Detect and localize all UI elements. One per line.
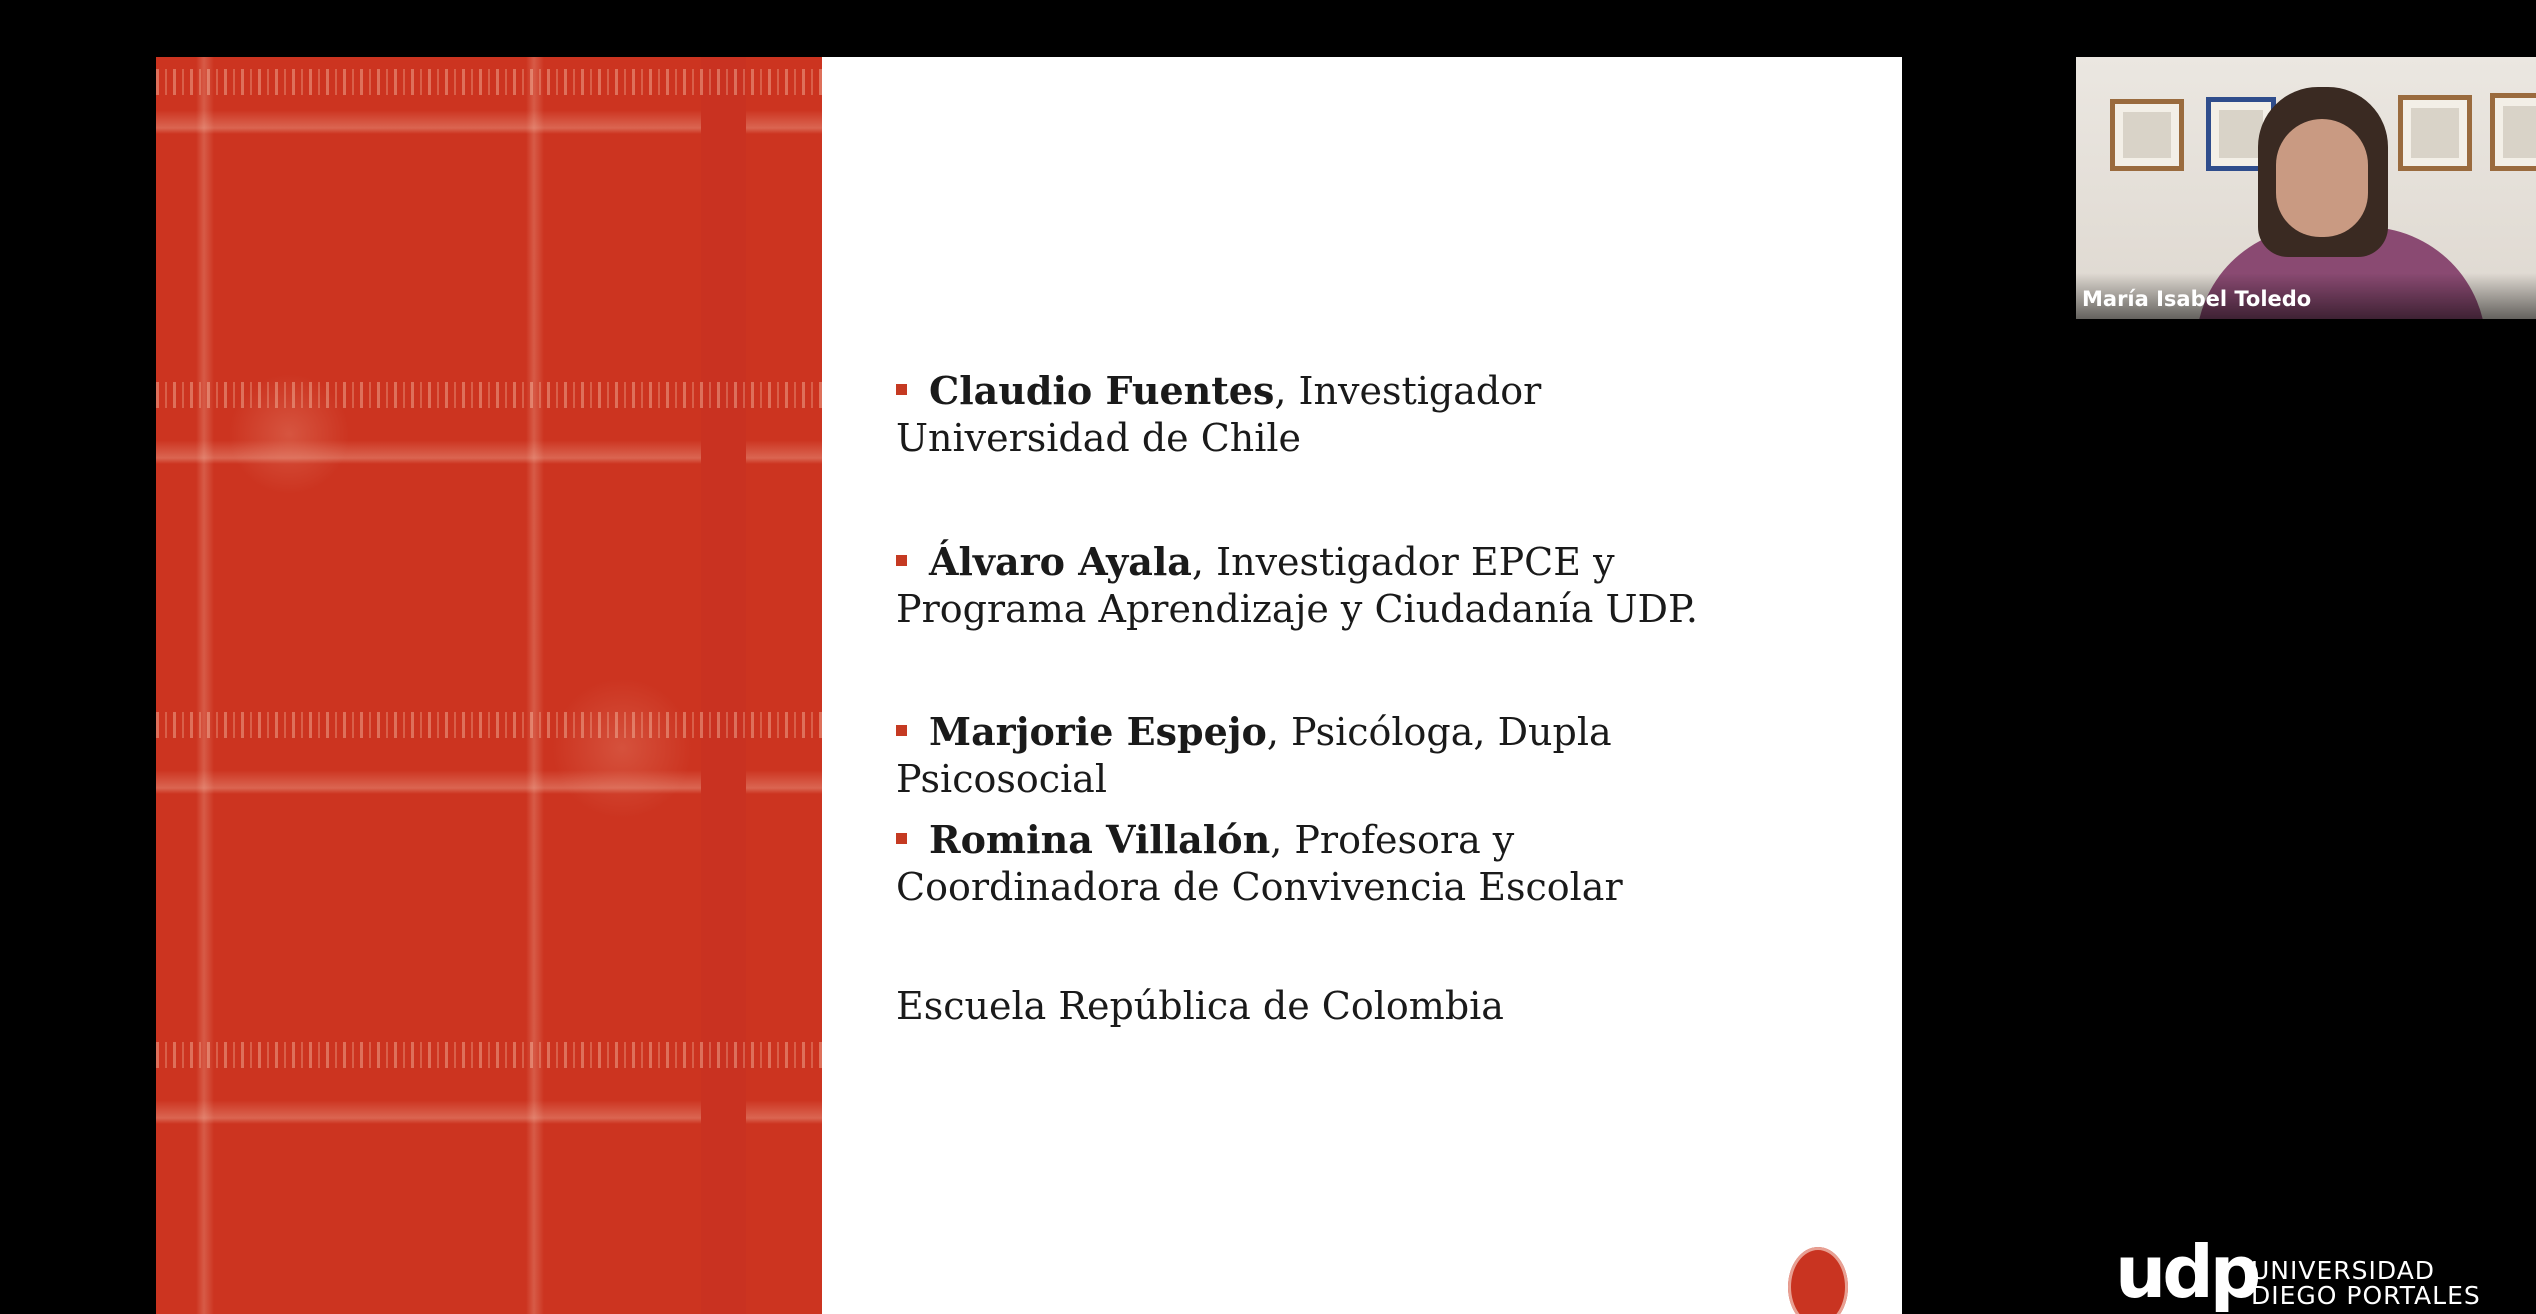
panel-texture: [156, 382, 822, 408]
slide-decorative-panel: [156, 57, 822, 1314]
slide-badge-icon: [1788, 1247, 1848, 1314]
picture-frame: [2398, 95, 2472, 171]
participant-video-tile[interactable]: [2076, 57, 2536, 319]
speaker-role: Coordinadora de Convivencia Escolar: [896, 865, 1623, 909]
picture-frame: [2490, 93, 2536, 171]
participant-name: María Isabel Toledo: [2082, 287, 2312, 311]
panel-stripe: [701, 57, 746, 1314]
panel-texture: [156, 69, 822, 95]
bullet-icon: [896, 384, 907, 395]
speaker-role: , Investigador EPCE y: [1191, 540, 1615, 584]
udp-logo-line2: DIEGO PORTALES: [2251, 1281, 2481, 1310]
picture-frame: [2110, 99, 2184, 171]
udp-logo: [2115, 1230, 2535, 1314]
participant-face: [2276, 119, 2368, 237]
udp-logo-mark: udp: [2115, 1230, 2258, 1314]
speaker-name: Álvaro Ayala: [929, 539, 1192, 584]
speaker-name: Marjorie Espejo: [929, 709, 1267, 754]
panel-texture: [156, 712, 822, 738]
udp-logo-text: [2251, 1258, 2481, 1308]
speaker-name: Claudio Fuentes: [929, 368, 1275, 413]
speaker-role: , Investigador: [1274, 369, 1542, 413]
speaker-role: Psicosocial: [896, 757, 1107, 801]
udp-logo-line1: UNIVERSIDAD: [2251, 1256, 2436, 1285]
speaker-role: Universidad de Chile: [896, 416, 1302, 460]
speaker-role: , Profesora y: [1270, 818, 1515, 862]
name-label-bar: [2076, 273, 2536, 319]
speaker-entry: [896, 816, 1623, 911]
bullet-icon: [896, 833, 907, 844]
speaker-role: Programa Aprendizaje y Ciudadanía UDP.: [896, 587, 1698, 631]
shared-slide: [156, 57, 1902, 1314]
speaker-entry: [896, 538, 1698, 633]
speaker-name: Romina Villalón: [929, 817, 1271, 862]
speaker-role: , Psicóloga, Dupla: [1266, 710, 1612, 754]
bullet-icon: [896, 555, 907, 566]
speaker-entry: [896, 367, 1541, 462]
bullet-icon: [896, 725, 907, 736]
school-line: Escuela República de Colombia: [896, 984, 1504, 1028]
panel-texture: [156, 1042, 822, 1068]
speaker-entry: [896, 708, 1612, 803]
